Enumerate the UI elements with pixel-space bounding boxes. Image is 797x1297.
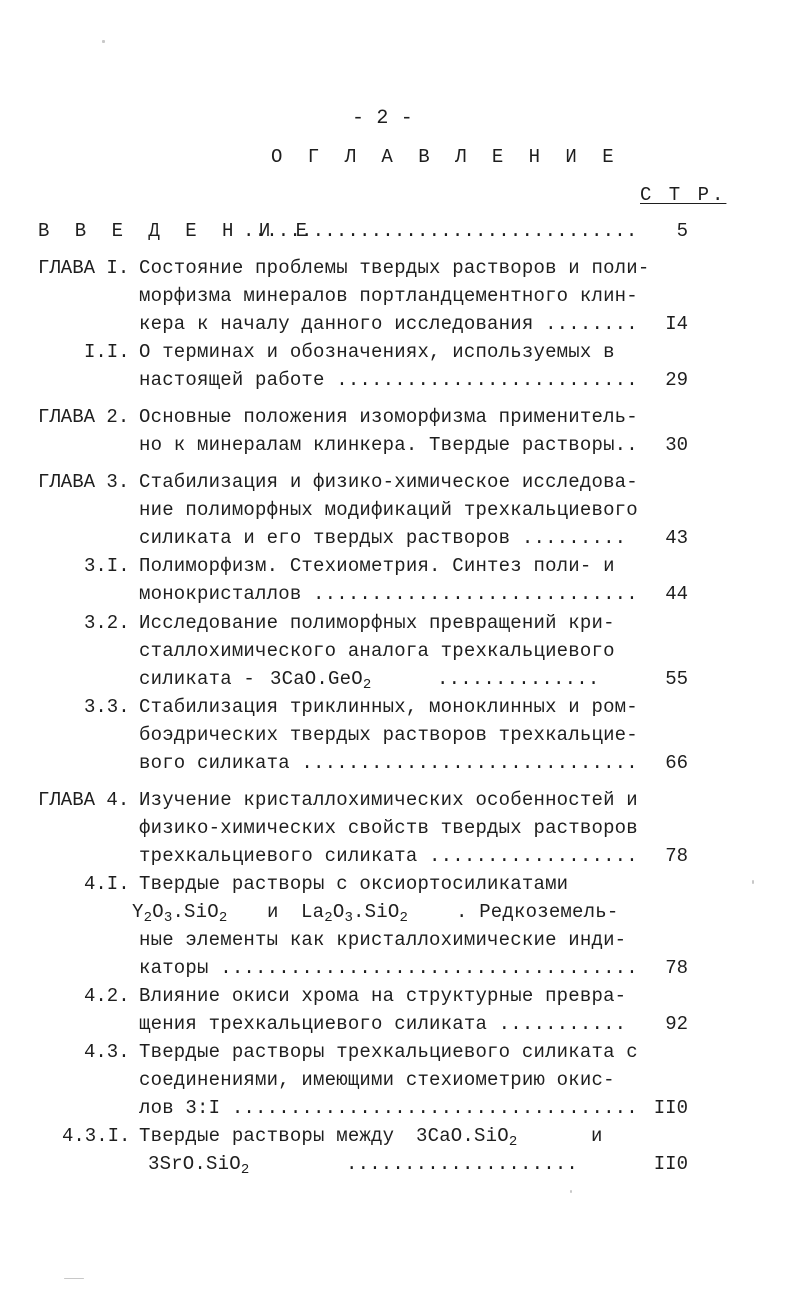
toc-s4-1-line: Твердые растворы с оксиортосиликатами: [139, 873, 569, 895]
toc-s4-3-1-label: 4.3.I.: [62, 1125, 131, 1147]
toc-ch3-line: Стабилизация и физико-химическое исследова-: [139, 471, 638, 493]
toc-ch3-label: ГЛАВА 3.: [38, 471, 130, 493]
toc-s3-2-line: силиката -: [139, 668, 256, 690]
toc-ch2-label: ГЛАВА 2.: [38, 406, 130, 428]
toc-ch2-line: но к минералам клинкера. Твердые растворы..: [139, 434, 638, 456]
toc-s3-3-label: 3.3.: [84, 696, 130, 718]
toc-ch1-page: I4: [665, 313, 688, 335]
toc-s4-3-1-dots: ....................: [346, 1153, 579, 1175]
toc-s3-2-label: 3.2.: [84, 612, 130, 634]
toc-s4-3-1-formula-c: 3SrO.SiO$_2$: [148, 1153, 250, 1178]
toc-ch4-page: 78: [665, 845, 688, 867]
toc-s3-3-line: вого силиката .............................: [139, 752, 638, 774]
toc-s3-2-line: сталлохимического аналога трехкальциевого: [139, 640, 615, 662]
toc-s3-2-page: 55: [665, 668, 688, 690]
toc-s3-2-dots: ..............: [437, 668, 600, 690]
toc-ch3-page: 43: [665, 527, 688, 549]
toc-s1-1-page: 29: [665, 369, 688, 391]
toc-s3-2-formula: 3CaO.GeO$_2$: [270, 668, 372, 693]
toc-s3-3-line: боэдрических твердых растворов трехкальцие-: [139, 724, 638, 746]
toc-ch1-line: кера к началу данного исследования ........: [139, 313, 638, 335]
toc-ch1-line: морфизма минералов портландцементного клин-: [139, 285, 638, 307]
toc-s4-3-1-page: II0: [653, 1153, 688, 1175]
toc-s3-1-line: монокристаллов ............................: [139, 583, 638, 605]
toc-s3-2-line: Исследование полиморфных превращений кри-: [139, 612, 615, 634]
toc-s4-2-line: Влияние окиси хрома на структурные превра-: [139, 985, 627, 1007]
toc-s4-1-formula-y: $Y_2O_3.SiO_2$: [132, 901, 228, 926]
toc-ch1-line: Состояние проблемы твердых растворов и поли-: [139, 257, 650, 279]
toc-s3-3-page: 66: [665, 752, 688, 774]
toc-ch2-line: Основные положения изоморфизма применитель-: [139, 406, 638, 428]
toc-s4-3-label: 4.3.: [84, 1041, 130, 1063]
toc-s4-3-line: соединениями, имеющими стехиометрию окис-: [139, 1069, 615, 1091]
toc-ch3-line: силиката и его твердых растворов .........: [139, 527, 627, 549]
toc-s4-1-label: 4.I.: [84, 873, 130, 895]
toc-s3-1-label: 3.I.: [84, 555, 130, 577]
scan-speck: [102, 40, 105, 43]
toc-s4-1-page: 78: [665, 957, 688, 979]
toc-s3-3-line: Стабилизация триклинных, моноклинных и ром-: [139, 696, 638, 718]
toc-s3-1-line: Полиморфизм. Стехиометрия. Синтез поли- и: [139, 555, 615, 577]
scan-speck: [64, 1278, 84, 1279]
toc-s4-1-line: каторы ....................................: [139, 957, 638, 979]
toc-ch2-page: 30: [665, 434, 688, 456]
toc-intro-page: 5: [676, 220, 688, 242]
toc-ch3-line: ние полиморфных модификаций трехкальциевого: [139, 499, 638, 521]
toc-s4-3-line: Твердые растворы трехкальциевого силиката с: [139, 1041, 638, 1063]
scan-speck: [570, 1190, 572, 1193]
page-title: О Г Л А В Л Е Н И Е: [271, 146, 621, 168]
scan-speck: [752, 880, 754, 884]
toc-ch4-label: ГЛАВА 4.: [38, 789, 130, 811]
toc-ch4-line: физико-химических свойств твердых растворов: [139, 817, 638, 839]
toc-s4-2-label: 4.2.: [84, 985, 130, 1007]
page-column-header: С Т Р.: [640, 184, 727, 206]
toc-s4-3-1-line: Твердые растворы между: [139, 1125, 395, 1147]
toc-s3-1-page: 44: [665, 583, 688, 605]
toc-s4-1-line: ные элементы как кристаллохимические инди-: [139, 929, 627, 951]
toc-s4-2-line: щения трехкальциевого силиката ...........: [139, 1013, 627, 1035]
toc-s4-3-page: II0: [653, 1097, 688, 1119]
toc-intro-dots: ..................................: [243, 220, 638, 242]
toc-s4-3-1-and: и: [591, 1125, 603, 1147]
toc-s1-1-line: О терминах и обозначениях, используемых в: [139, 341, 615, 363]
toc-s1-1-line: настоящей работе ..........................: [139, 369, 638, 391]
toc-s4-3-1-formula-b: 3CaO.SiO$_2$: [416, 1125, 518, 1150]
toc-intro-label: В В Е Д Е Н И Е: [38, 220, 315, 242]
toc-s4-1-line: . Редкоземель-: [456, 901, 619, 923]
toc-s1-1-label: I.I.: [84, 341, 130, 363]
toc-s4-1-and: и: [267, 901, 279, 923]
toc-ch1-label: ГЛАВА I.: [38, 257, 130, 279]
toc-s4-2-page: 92: [665, 1013, 688, 1035]
toc-s4-3-line: лов 3:I ...................................: [139, 1097, 638, 1119]
page-number: - 2 -: [352, 107, 414, 130]
toc-ch4-line: Изучение кристаллохимических особенностей и: [139, 789, 638, 811]
toc-ch4-line: трехкальциевого силиката ..................: [139, 845, 638, 867]
toc-s4-1-formula-la: $La_2O_3.SiO_2$: [301, 901, 409, 926]
